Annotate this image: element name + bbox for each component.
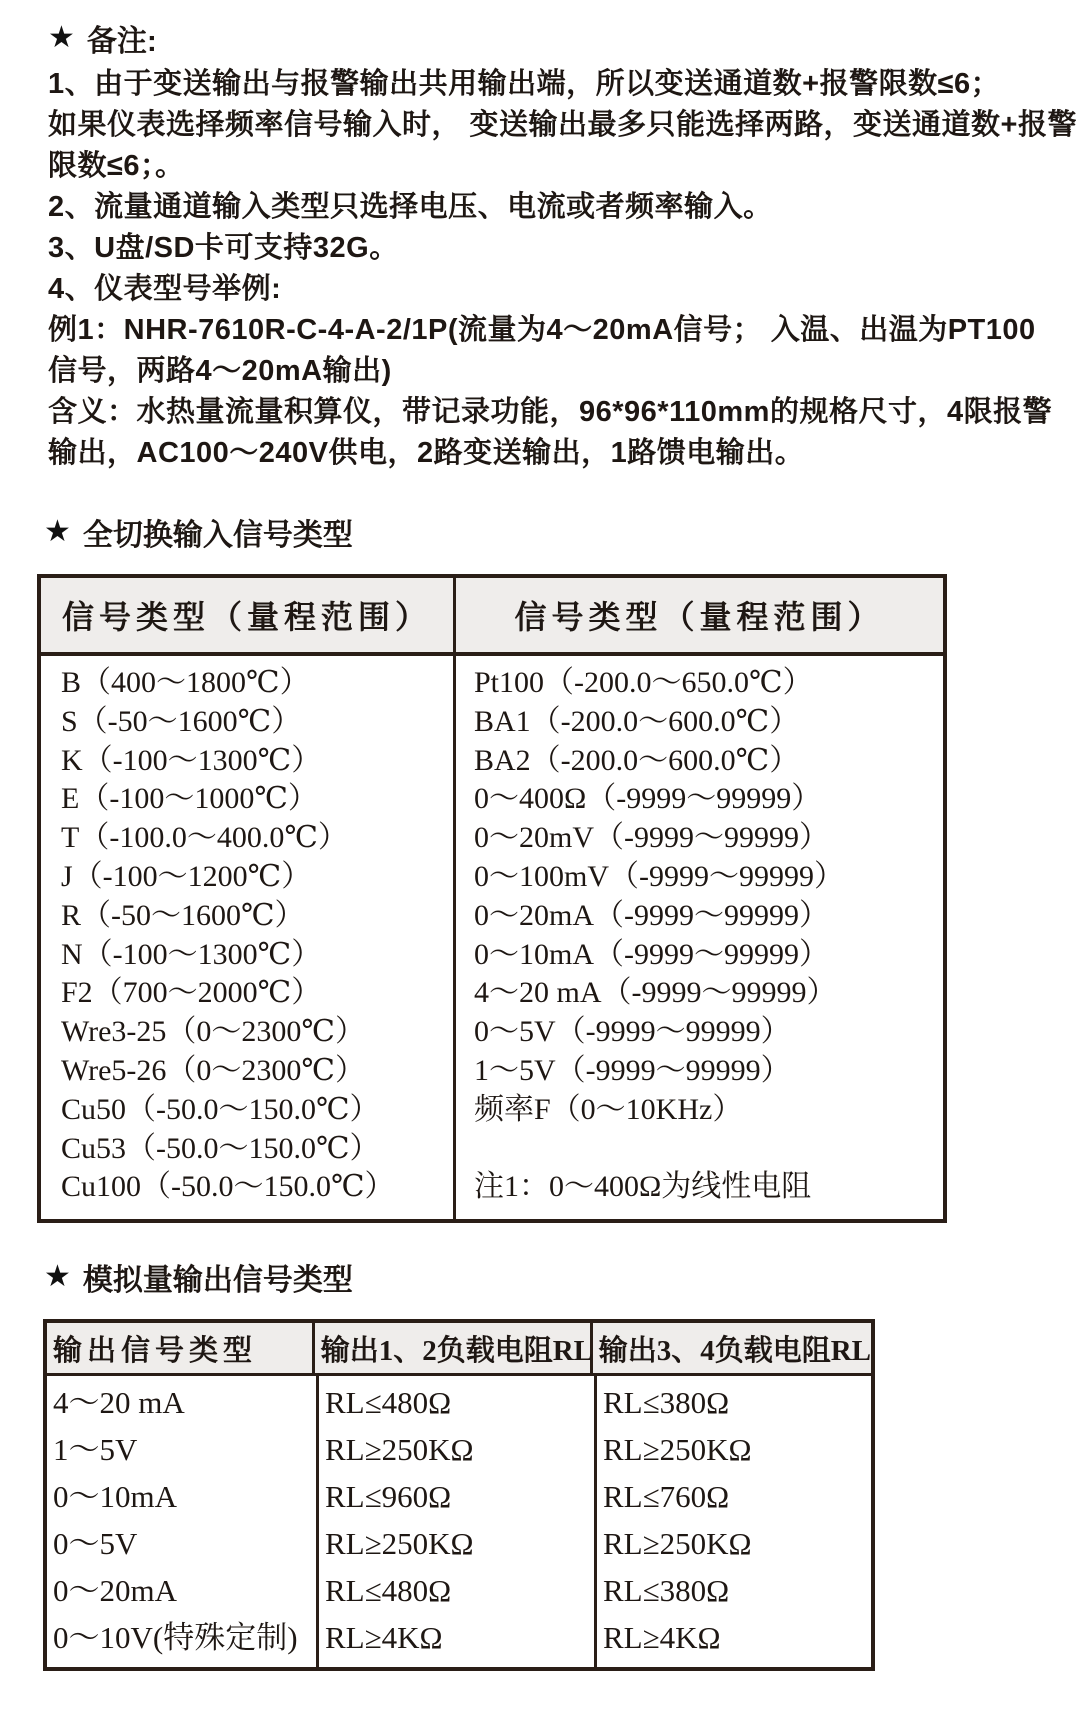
table-cell: 0～100mV（-9999～99999） [474, 859, 844, 893]
table-cell: N（-100～1300℃） [61, 937, 322, 971]
table-cell: 0～400Ω（-9999～99999） [474, 782, 822, 816]
table-cell: RL≤380Ω [603, 1385, 730, 1421]
document-page [0, 16, 1080, 1721]
table-column-right [456, 656, 943, 1219]
table-cell: T（-100.0～400.0℃） [61, 821, 348, 855]
table-column-load-12 [319, 1376, 597, 1667]
table-cell: RL≥4KΩ [603, 1620, 721, 1656]
table-cell: RL≤380Ω [603, 1573, 730, 1609]
table-cell: Cu50（-50.0～150.0℃） [61, 1092, 380, 1126]
note-line: 例1：NHR-7610R-C-4-A-2/1P(流量为4～20mA信号； 入温、出温为PT100 [48, 314, 1036, 346]
table-cell: 0～20mA [53, 1573, 177, 1609]
note-line: 如果仪表选择频率信号输入时， 变送输出最多只能选择两路，变送通道数+报警 [48, 109, 1077, 141]
output-section-heading [44, 1255, 1080, 1299]
notes-heading-label: 备注: [86, 25, 157, 58]
table-cell: Wre5-26（0～2300℃） [61, 1053, 365, 1087]
table-cell: Wre3-25（0～2300℃） [61, 1015, 365, 1049]
table-cell [474, 1130, 943, 1169]
table-header-cell: 输出1、2负载电阻RL [315, 1323, 593, 1373]
output-signal-table [43, 1319, 875, 1671]
note-line: 3、U盘/SD卡可支持32G。 [48, 232, 399, 264]
table-cell: 4～20 mA [53, 1385, 185, 1421]
input-section-heading-label: 全切换输入信号类型 [82, 519, 353, 552]
input-signal-table [37, 574, 947, 1223]
note-line: 含义：水热量流量积算仪，带记录功能，96*96*110mm的规格尺寸，4限报警 [48, 396, 1053, 428]
output-section-heading-label: 模拟量输出信号类型 [82, 1264, 353, 1298]
table-cell: RL≥250KΩ [603, 1526, 752, 1562]
note-line: 限数≤6；。 [48, 150, 185, 182]
table-column-left [41, 656, 456, 1219]
table-note-cell: 注1：0～400Ω为线性电阻 [474, 1170, 812, 1204]
table-cell: RL≥250KΩ [325, 1526, 474, 1562]
table-cell: J（-100～1200℃） [61, 859, 312, 893]
table-cell: 0～20mV（-9999～99999） [474, 821, 829, 855]
star-icon: ★ [48, 21, 75, 54]
table-cell: 0～5V（-9999～99999） [474, 1015, 791, 1049]
star-icon: ★ [44, 515, 71, 548]
table-column-signal-type [47, 1376, 319, 1667]
table-cell: F2（700～2000℃） [61, 976, 322, 1010]
star-icon: ★ [44, 1260, 71, 1294]
table-header-cell: 信号类型（量程范围） [514, 599, 885, 635]
table-cell: BA1（-200.0～600.0℃） [474, 704, 800, 738]
table-cell: 0～10V(特殊定制) [53, 1620, 298, 1656]
table-cell: RL≥250KΩ [325, 1432, 474, 1468]
table-cell: RL≤480Ω [325, 1385, 452, 1421]
table-column-load-34 [597, 1376, 871, 1667]
table-cell: 0～10mA（-9999～99999） [474, 937, 829, 971]
table-cell: B（400～1800℃） [61, 666, 310, 699]
table-body [47, 1376, 871, 1667]
table-cell: RL≥4KΩ [325, 1620, 443, 1656]
table-body [41, 656, 943, 1219]
table-cell: Cu53（-50.0～150.0℃） [61, 1131, 380, 1165]
table-cell: 0～5V [53, 1526, 138, 1562]
table-cell: K（-100～1300℃） [61, 743, 322, 777]
table-cell: 频率F（0～10KHz） [474, 1092, 743, 1126]
table-cell: BA2（-200.0～600.0℃） [474, 743, 800, 777]
table-cell: 4～20 mA（-9999～99999） [474, 976, 837, 1010]
notes-block [48, 64, 1080, 474]
note-line: 信号，两路4～20mA输出) [48, 355, 392, 387]
table-cell: S（-50～1600℃） [61, 704, 302, 738]
table-cell: 0～20mA（-9999～99999） [474, 898, 829, 932]
table-header-cell: 信号类型（量程范围） [41, 578, 456, 652]
table-header-row [47, 1323, 871, 1376]
table-cell: RL≤960Ω [325, 1479, 452, 1515]
table-cell: R（-50～1600℃） [61, 898, 305, 932]
table-header-cell: 输出3、4负载电阻RL [598, 1334, 871, 1367]
table-header-row [41, 578, 943, 656]
note-line: 2、流量通道输入类型只选择电压、电流或者频率输入。 [48, 191, 773, 223]
table-cell: RL≤480Ω [325, 1573, 452, 1609]
table-cell: Cu100（-50.0～150.0℃） [61, 1170, 395, 1204]
table-cell: 0～10mA [53, 1479, 177, 1515]
input-section-heading [44, 510, 1080, 554]
note-line: 1、由于变送输出与报警输出共用输出端，所以变送通道数+报警限数≤6； [48, 68, 1001, 100]
table-cell: E（-100～1000℃） [61, 782, 318, 816]
table-header-cell: 输出信号类型 [47, 1323, 315, 1373]
notes-heading [48, 16, 1080, 60]
note-line: 输出，AC100～240V供电，2路变送输出，1路馈电输出。 [48, 437, 805, 469]
table-cell: 1～5V（-9999～99999） [474, 1053, 791, 1087]
table-cell: Pt100（-200.0～650.0℃） [474, 666, 813, 699]
table-cell: RL≥250KΩ [603, 1432, 752, 1468]
note-line: 4、仪表型号举例: [48, 273, 282, 305]
table-cell: 1～5V [53, 1432, 138, 1468]
table-cell: RL≤760Ω [603, 1479, 730, 1515]
